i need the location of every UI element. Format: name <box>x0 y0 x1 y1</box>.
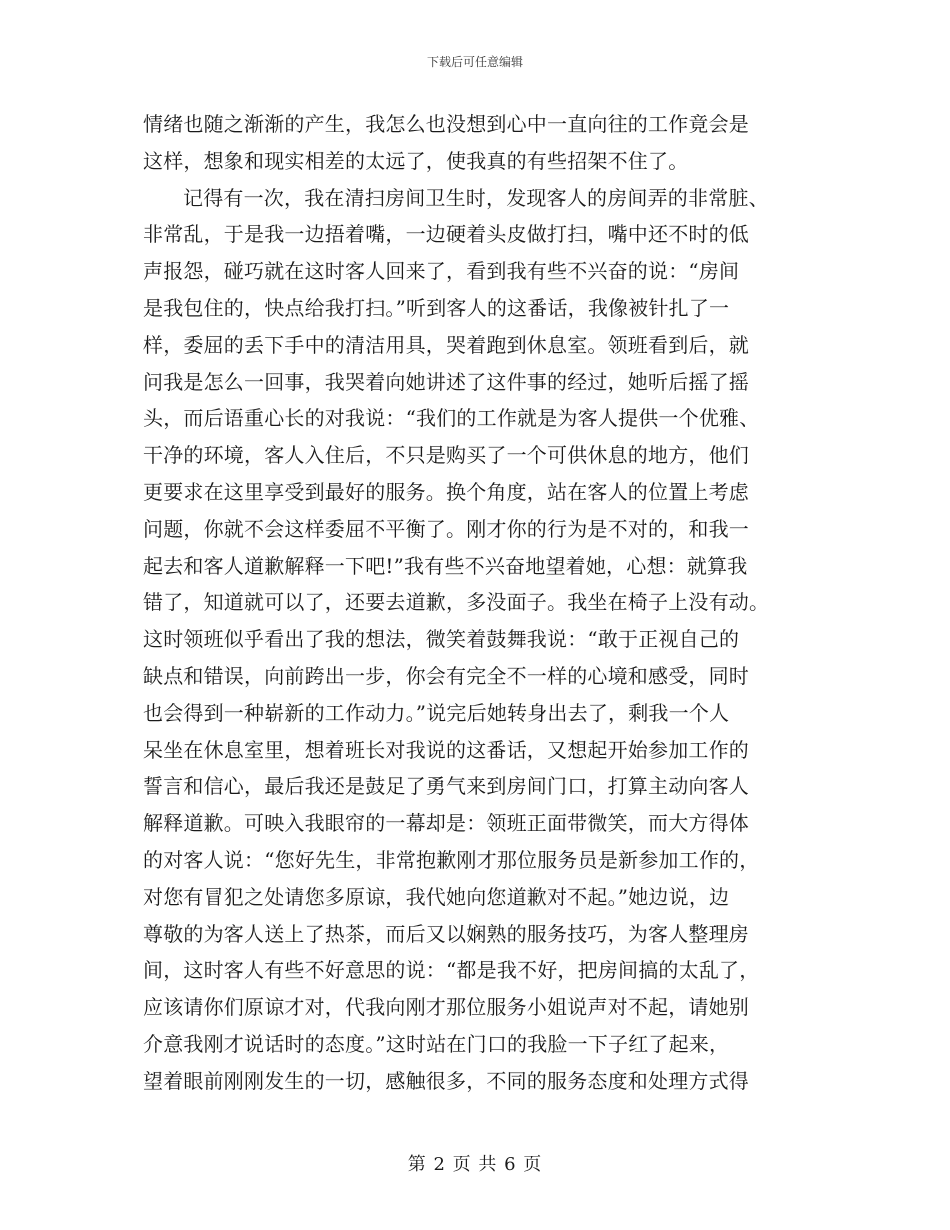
document-body <box>143 106 808 1100</box>
text-line: 这时领班似乎看出了我的想法，微笑着鼓舞我说：“敢于正视自己的 <box>143 627 740 652</box>
text-line: 头，而后语重心长的对我说：“我们的工作就是为客人提供一个优雅、 <box>143 406 760 431</box>
text-line: 介意我刚才说话时的态度。”这时站在门口的我脸一下子红了起来， <box>143 1031 730 1056</box>
text-line: 是我包住的，快点给我打扫。”听到客人的这番话，我像被针扎了一 <box>143 295 730 320</box>
text-line: 缺点和错误，向前跨出一步，你会有完全不一样的心境和感受，同时 <box>143 663 749 688</box>
paragraph-first-line: 记得有一次，我在清扫房间卫生时，发现客人的房间弄的非常脏、 <box>183 185 769 210</box>
text-line: 应该请你们原谅才对，代我向刚才那位服务小姐说声对不起，请她别 <box>143 995 749 1020</box>
text-line: 誓言和信心，最后我还是鼓足了勇气来到房间门口，打算主动向客人 <box>143 774 749 799</box>
page-number-footer: 第 2 页 共 6 页 <box>407 1154 543 1175</box>
page-header: 下载后可任意编辑 <box>426 55 523 69</box>
text-line: 问题，你就不会这样委屈不平衡了。刚才你的行为是不对的，和我一 <box>143 516 749 541</box>
text-line: 非常乱，于是我一边捂着嘴，一边硬着头皮做打扫，嘴中还不时的低 <box>143 222 749 247</box>
text-line: 解释道歉。可映入我眼帘的一幕却是：领班正面带微笑，而大方得体 <box>143 811 749 836</box>
text-line: 也会得到一种崭新的工作动力。”说完后她转身出去了，剩我一个人 <box>143 700 730 725</box>
text-line: 情绪也随之渐渐的产生，我怎么也没想到心中一直向往的工作竟会是 <box>143 112 749 136</box>
text-line: 间，这时客人有些不好意思的说：“都是我不好，把房间搞的太乱了， <box>143 958 760 983</box>
text-line: 呆坐在休息室里，想着班长对我说的这番话，又想起开始参加工作的 <box>143 737 749 762</box>
text-line: 望着眼前刚刚发生的一切，感触很多，不同的服务态度和处理方式得 <box>143 1068 749 1093</box>
text-line: 错了，知道就可以了，还要去道歉，多没面子。我坐在椅子上没有动。 <box>143 590 770 615</box>
text-line: 更要求在这里享受到最好的服务。换个角度，站在客人的位置上考虑 <box>143 479 749 504</box>
text-line: 对您有冒犯之处请您多原谅，我代她向您道歉对不起。”她边说，边 <box>143 884 730 909</box>
text-line: 样，委屈的丢下手中的清洁用具，哭着跑到休息室。领班看到后，就 <box>143 332 749 357</box>
text-line: 起去和客人道歉解释一下吧!”我有些不兴奋地望着她，心想：就算我 <box>143 553 748 578</box>
text-line: 声报怨，碰巧就在这时客人回来了，看到我有些不兴奋的说：“房间 <box>143 259 740 284</box>
text-line: 尊敬的为客人送上了热茶，而后又以娴熟的服务技巧，为客人整理房 <box>143 921 749 946</box>
text-line: 这样，想象和现实相差的太远了，使我真的有些招架不住了。 <box>143 148 689 173</box>
text-line: 的对客人说：“您好先生，非常抱歉刚才那位服务员是新参加工作的， <box>143 847 760 872</box>
text-line: 干净的环境，客人入住后，不只是购买了一个可供休息的地方，他们 <box>143 443 749 468</box>
text-line: 问我是怎么一回事，我哭着向她讲述了这件事的经过，她听后摇了摇 <box>143 369 749 394</box>
